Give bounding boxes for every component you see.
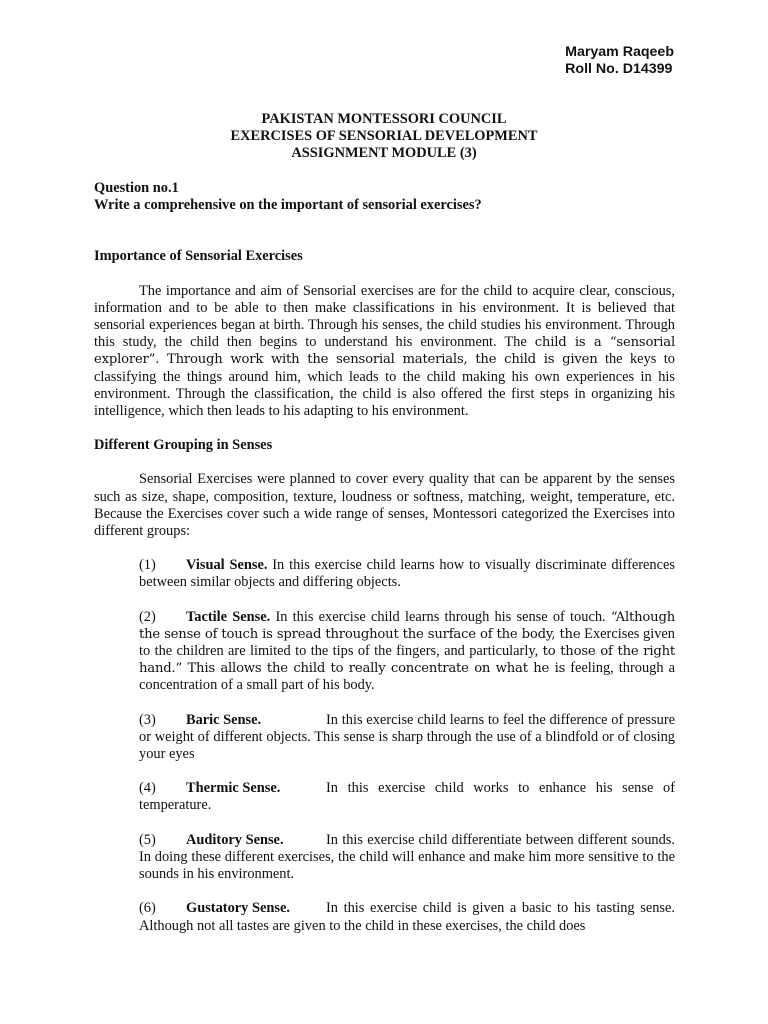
sense-name: Auditory Sense.: [186, 831, 284, 848]
sense-item-gustatory: [94, 900, 675, 934]
author-name: Maryam Raqeeb: [565, 44, 674, 60]
document-body: [94, 180, 675, 935]
sense-description: In this exercise child learns through his sense of touch.: [270, 608, 611, 625]
heading-module: ASSIGNMENT MODULE (3): [291, 145, 477, 161]
sense-name: Gustatory Sense.: [186, 900, 290, 917]
question-number: Question no.1: [94, 180, 179, 196]
sense-description: In this exercise child differentiate between different sounds. In doing these different exercises, the child will enhance and make him more sensitive to the sounds in his environment.: [139, 831, 675, 883]
sense-description: In this exercise child learns to feel the difference of pressure or weight of different objects. This sense is sharp through the use of a blindfold or of closing your eyes: [139, 711, 675, 763]
sense-name: Thermic Sense.: [186, 780, 281, 797]
sense-description: In this exercise child works to enhance his sense of temperature.: [139, 780, 675, 814]
sense-item-visual: [94, 557, 675, 591]
importance-paragraph-part-c: the keys to classifying the things around him, which leads to the child making his own experiences in his environment. Through the classification, the child is also offered the first steps in organizing his intelligence, which then leads to his adapting to his environment.: [94, 351, 675, 420]
roll-number: Roll No. D14399: [565, 61, 673, 77]
sense-item-auditory: [94, 832, 675, 884]
sense-quote-b: to those of the right hand.” This allows the child to really concentrate on what he is: [139, 644, 675, 677]
sense-description: In this exercise child learns how to visually discriminate differences between similar objects and differing objects.: [139, 557, 675, 591]
sense-name: Tactile Sense.: [186, 608, 271, 625]
sense-item-baric: [94, 712, 675, 764]
importance-paragraph-part-a: The importance and aim of Sensorial exercises are for the child to acquire clear, conscious, information and to be able to then make classifications in his environment. It is believed that sensorial experiences began at birth. Through his senses, the child studies his environment. Through this study, the child then begins to understand his environment. The: [94, 282, 675, 351]
author-block: [565, 44, 674, 78]
sense-number: (2): [139, 608, 156, 625]
sense-list: [94, 557, 675, 934]
sense-name: Baric Sense.: [186, 711, 262, 728]
sense-description-c: feeling, through a concentration of a small part of his body.: [139, 660, 675, 694]
importance-paragraph: [94, 283, 675, 421]
sense-description-b: Exercises given to the children are limited to the tips of the fingers, and particularly,: [139, 625, 675, 660]
sense-number: (5): [139, 831, 156, 848]
sense-quote-a: “Although the sense of touch is spread throughout the surface of the body, the: [139, 609, 675, 642]
sense-number: (3): [139, 711, 156, 728]
sense-item-thermic: [94, 780, 675, 814]
sense-description: In this exercise child is given a basic to his tasting sense. Although not all tastes are given to the child in these exercises, the child does: [139, 900, 675, 934]
importance-paragraph-part-b: child is a “sensorial explorer”. Through work with the sensorial materials, the child is given: [94, 335, 675, 368]
heading-subject: EXERCISES OF SENSORIAL DEVELOPMENT: [230, 128, 538, 144]
section-title-grouping: Different Grouping in Senses: [94, 437, 273, 454]
section-title-importance: Importance of Sensorial Exercises: [94, 248, 303, 265]
sense-item-tactile: [94, 609, 675, 695]
sense-name: Visual Sense.: [186, 557, 268, 574]
sense-number: (4): [139, 780, 156, 797]
grouping-paragraph: Sensorial Exercises were planned to cover every quality that can be apparent by the senses such as size, shape, composition, texture, loudness or softness, matching, weight, temperature, etc. Because the Exercises cover such a wide range of senses, Montessori categorized the Exercises into different groups:: [94, 471, 675, 540]
document-heading: [0, 111, 768, 162]
sense-number: (6): [139, 900, 156, 917]
sense-number: (1): [139, 557, 156, 574]
heading-council: PAKISTAN MONTESSORI COUNCIL: [261, 111, 507, 127]
question-text: Write a comprehensive on the important of sensorial exercises?: [94, 197, 482, 214]
